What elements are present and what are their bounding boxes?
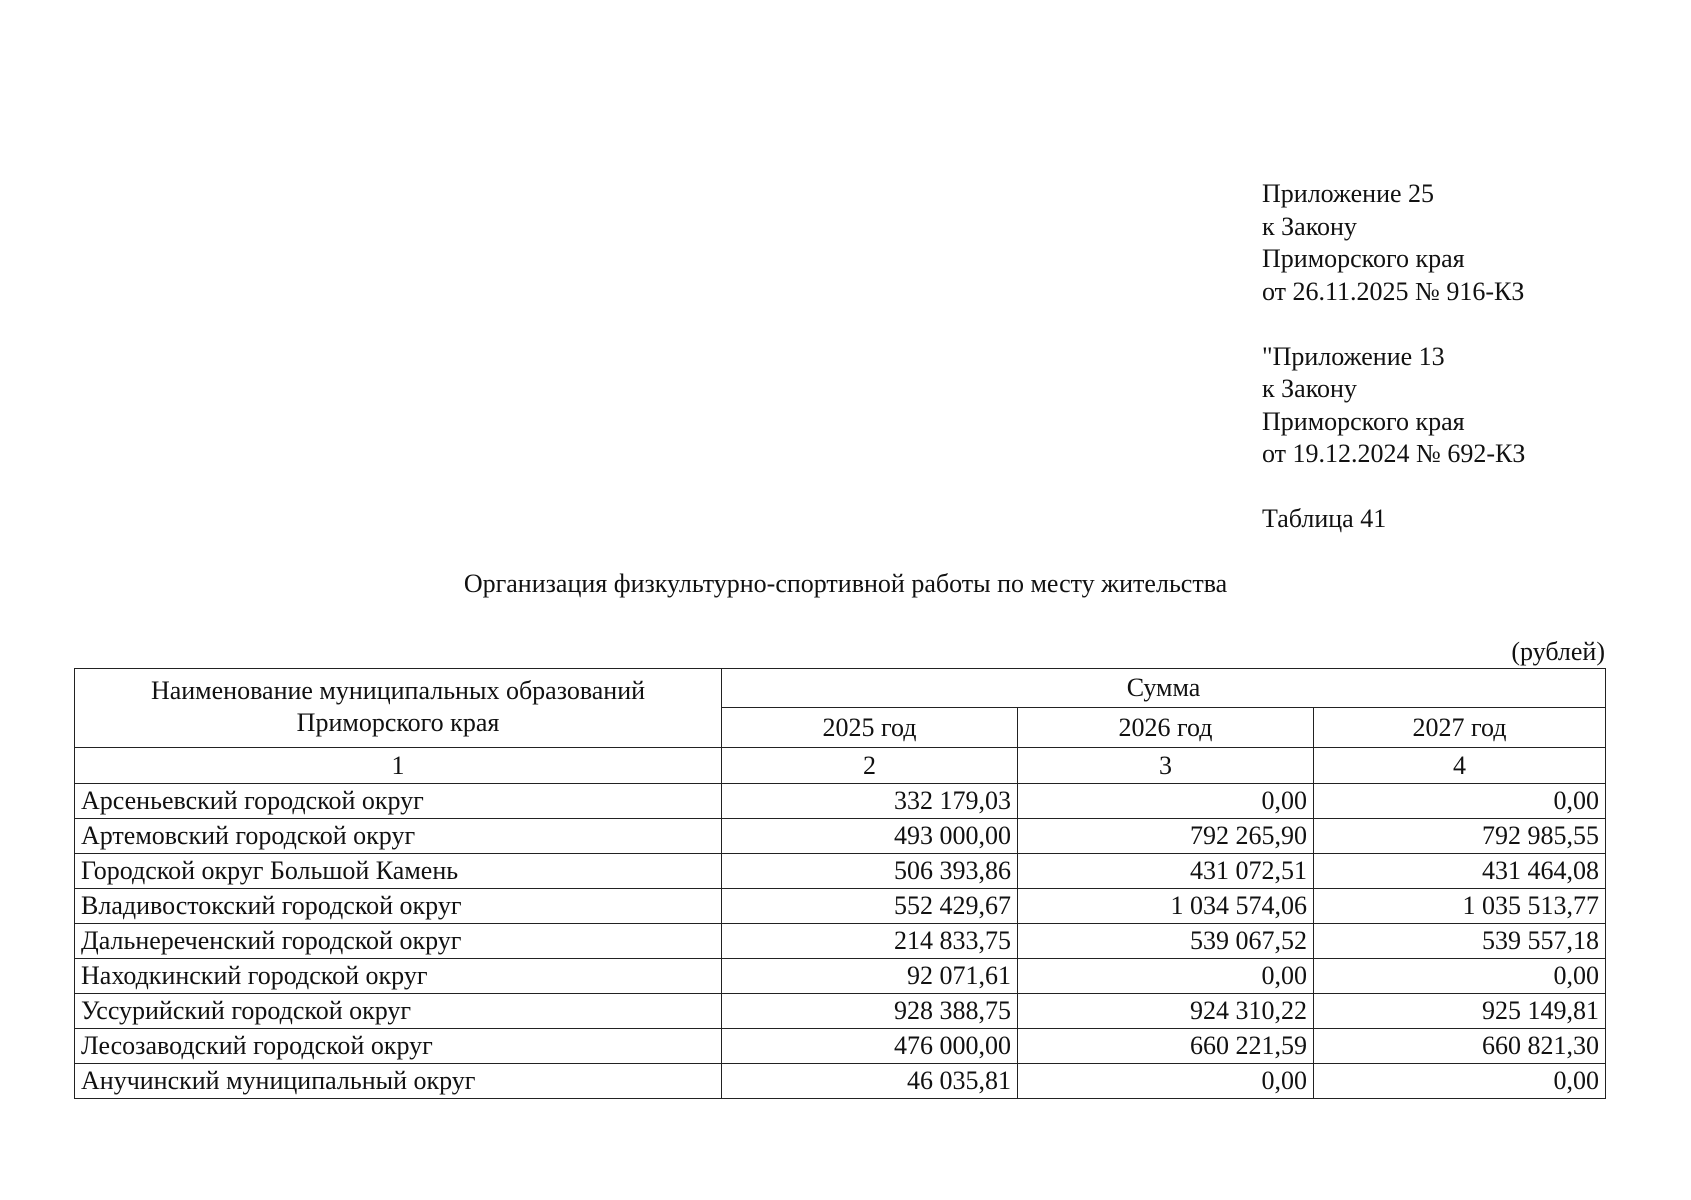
column-numbers-row [75,748,1606,784]
appendix-number: Приложение 25 [1262,179,1435,208]
approval-block [1262,178,1525,536]
amount-2027: 792 985,55 [1314,819,1606,854]
amount-2025: 506 393,86 [722,854,1018,889]
table-row [75,889,1606,924]
amount-2025: 92 071,61 [722,959,1018,994]
amount-2025: 214 833,75 [722,924,1018,959]
municipality-name: Анучинский муниципальный округ [75,1064,722,1099]
column-number: 1 [75,748,722,784]
table-number: Таблица 41 [1262,504,1387,533]
amount-2027: 539 557,18 [1314,924,1606,959]
spacer [1262,308,1525,341]
amount-2025: 552 429,67 [722,889,1018,924]
table-row [75,924,1606,959]
unit-label: (рублей) [1511,637,1605,666]
amount-2026: 0,00 [1018,959,1314,994]
spacer [1262,471,1525,504]
header-name-text: Наименование муниципальных образований Приморского края [150,676,646,737]
law-date: от 26.11.2025 № 916-КЗ [1262,276,1525,306]
amount-2026: 539 067,52 [1018,924,1314,959]
amount-2026: 431 072,51 [1018,854,1314,889]
municipality-name: Уссурийский городской округ [75,994,722,1029]
table-row [75,959,1606,994]
amount-2026: 924 310,22 [1018,994,1314,1029]
header-sum: Сумма [722,669,1606,708]
amount-2026: 0,00 [1018,784,1314,819]
municipality-name: Владивостокский городской округ [75,889,722,924]
table-row [75,784,1606,819]
amount-2027: 0,00 [1314,959,1606,994]
table-row [75,854,1606,889]
table-row [75,1029,1606,1064]
document-title: Организация физкультурно-спортивной работы по месту жительства [463,569,1228,598]
amount-2025: 928 388,75 [722,994,1018,1029]
budget-table [74,668,1606,1099]
orig-to-law: к Закону [1262,374,1357,403]
amount-2026: 0,00 [1018,1064,1314,1099]
header-year: 2026 год [1018,708,1314,748]
municipality-name: Лесозаводский городской округ [75,1029,722,1064]
header-year: 2027 год [1314,708,1606,748]
amount-2025: 46 035,81 [722,1064,1018,1099]
amount-2025: 476 000,00 [722,1029,1018,1064]
amount-2026: 660 221,59 [1018,1029,1314,1064]
municipality-name: Артемовский городской округ [75,819,722,854]
orig-region-name: Приморского края [1262,406,1465,436]
amount-2025: 493 000,00 [722,819,1018,854]
amount-2026: 792 265,90 [1018,819,1314,854]
column-number: 4 [1314,748,1606,784]
table-row [75,994,1606,1029]
orig-law-date: от 19.12.2024 № 692-КЗ [1262,439,1526,468]
amount-2027: 1 035 513,77 [1314,889,1606,924]
table-row [75,819,1606,854]
column-number: 2 [722,748,1018,784]
region-name: Приморского края [1262,244,1465,273]
header-row [75,669,1606,708]
amount-2027: 0,00 [1314,784,1606,819]
municipality-name: Городской округ Большой Камень [75,854,722,889]
header-name [75,669,722,748]
table-row [75,1064,1606,1099]
header-year: 2025 год [722,708,1018,748]
orig-appendix-number: "Приложение 13 [1262,341,1445,371]
amount-2027: 0,00 [1314,1064,1606,1099]
amount-2027: 431 464,08 [1314,854,1606,889]
municipality-name: Дальнереченский городской округ [75,924,722,959]
amount-2026: 1 034 574,06 [1018,889,1314,924]
to-law: к Закону [1262,211,1357,241]
amount-2025: 332 179,03 [722,784,1018,819]
amount-2027: 660 821,30 [1314,1029,1606,1064]
municipality-name: Арсеньевский городской округ [75,784,722,819]
municipality-name: Находкинский городской округ [75,959,722,994]
column-number: 3 [1018,748,1314,784]
amount-2027: 925 149,81 [1314,994,1606,1029]
